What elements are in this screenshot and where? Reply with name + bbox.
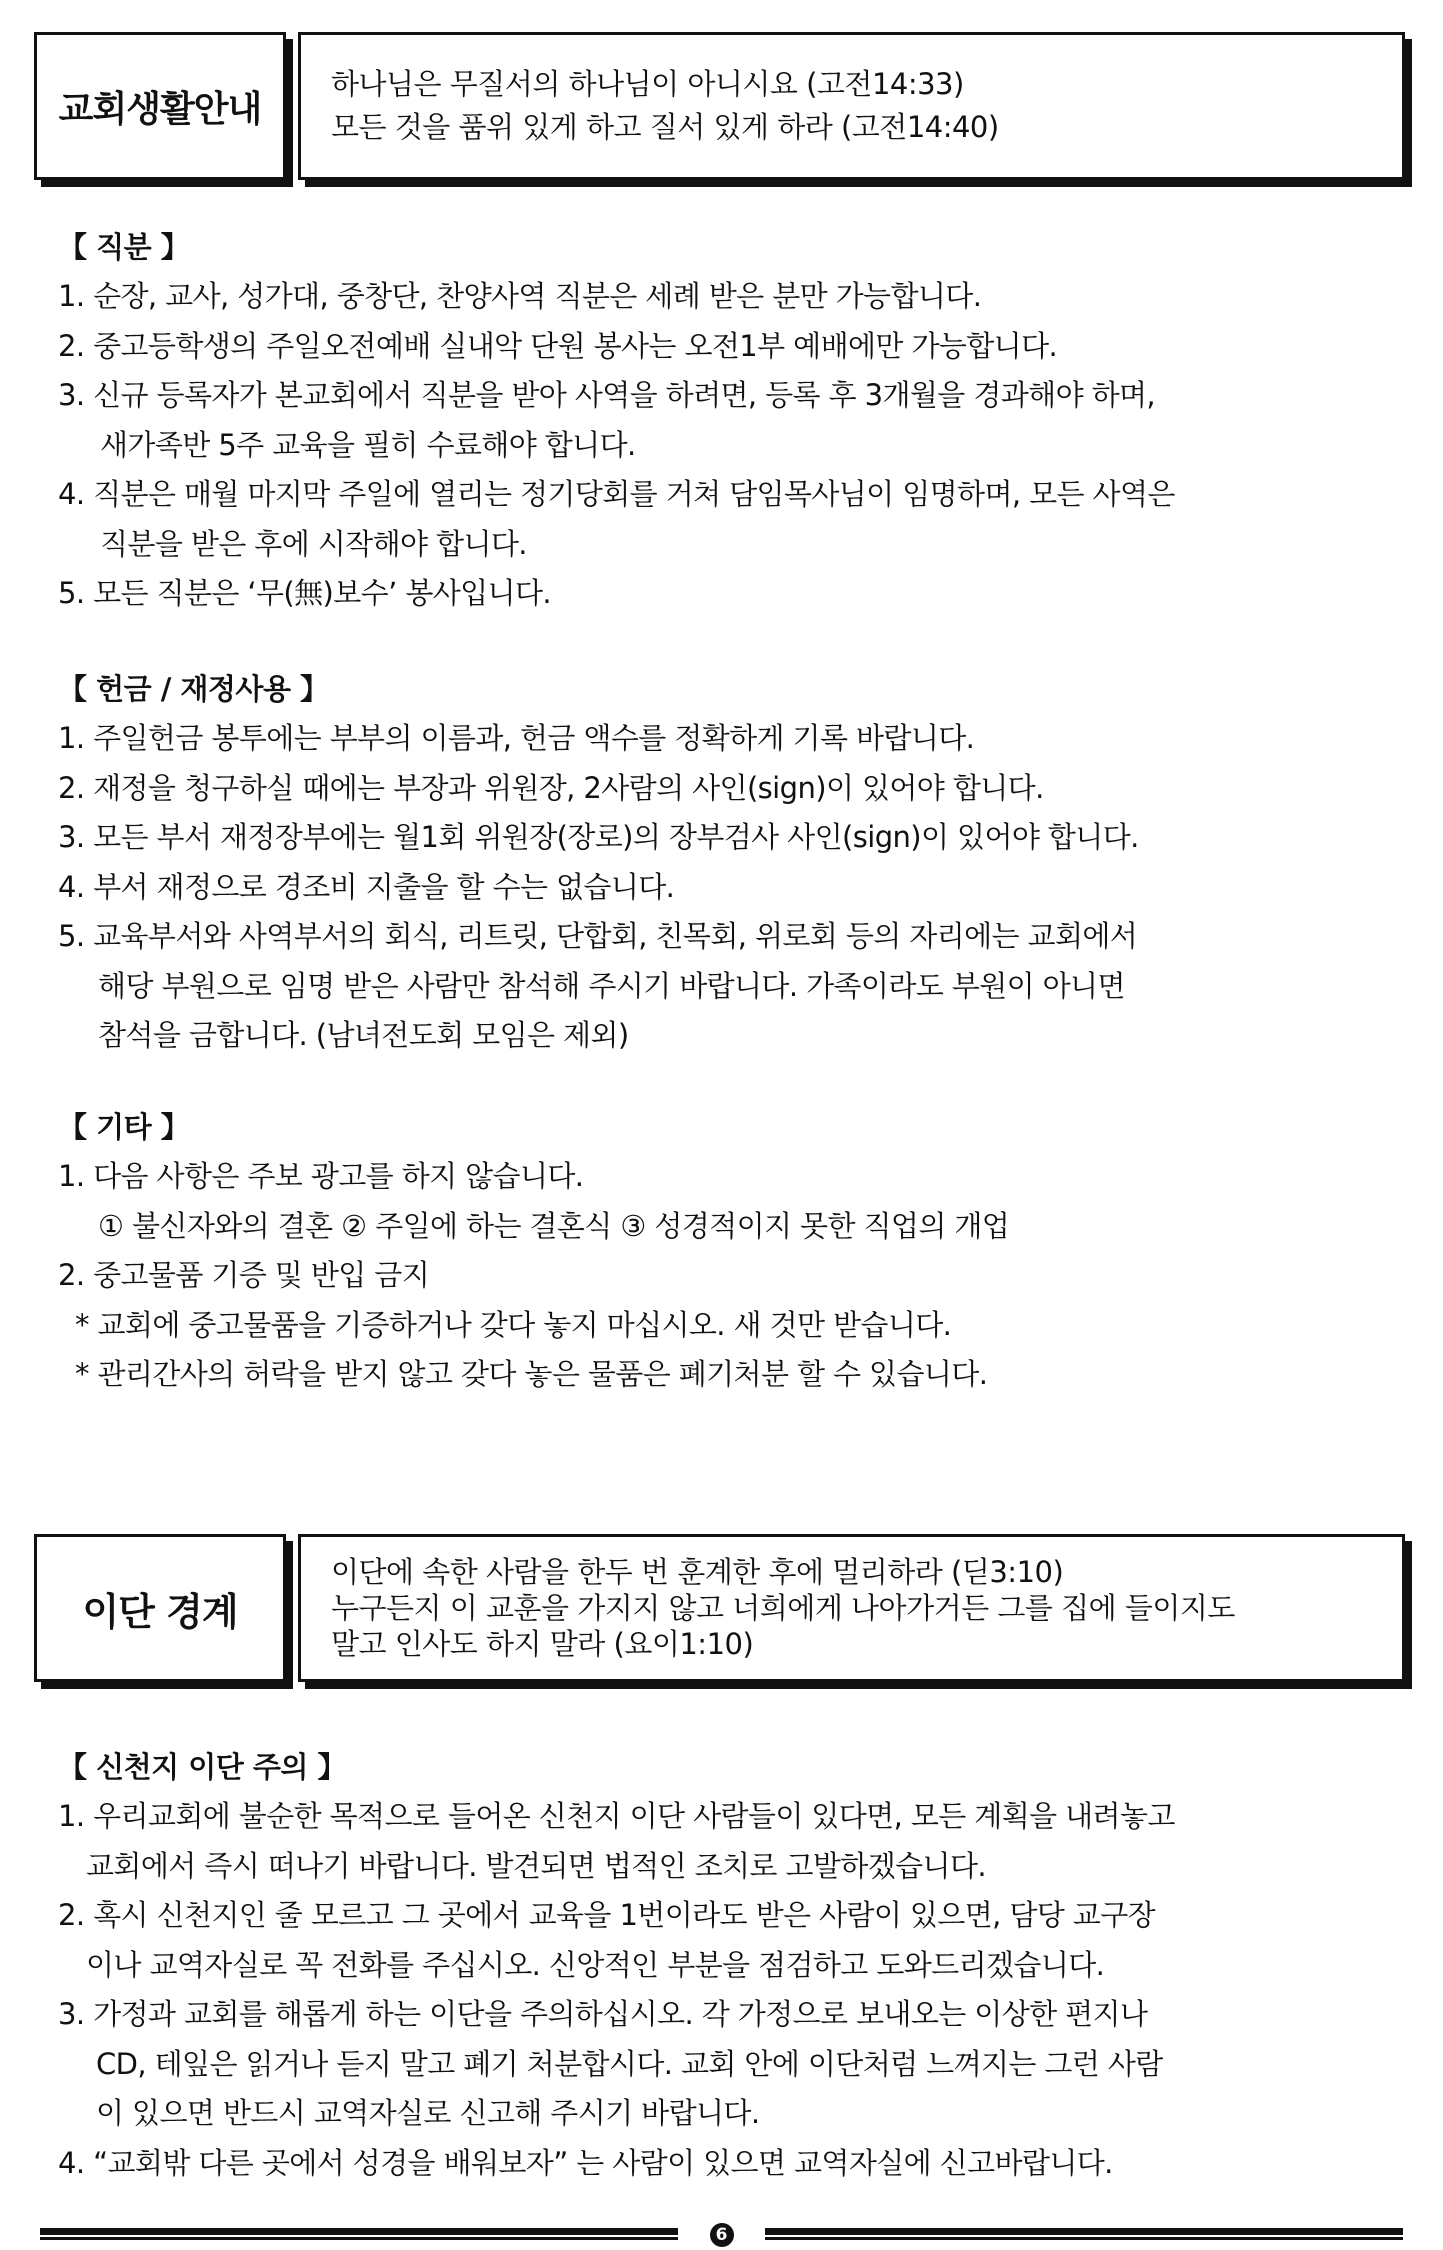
list-item: 4. 부서 재정으로 경조비 지출을 할 수는 없습니다. bbox=[58, 869, 675, 904]
finance-section bbox=[58, 664, 1403, 1061]
page-number: 6 bbox=[710, 2223, 734, 2247]
verse-box bbox=[298, 32, 1405, 180]
list-item-continued: CD, 테잎은 읽거나 듣지 말고 폐기 처분합시다. 교회 안에 이단처럼 느껴지는 그런 사람 bbox=[96, 2046, 1163, 2081]
page-footer bbox=[40, 2223, 1403, 2245]
list-item: 5. 모든 직분은 ‘무(無)보수’ 봉사입니다. bbox=[58, 576, 552, 610]
list-item: 3. 모든 부서 재정장부에는 월1회 위원장(장로)의 장부검사 사인(sign)이 있어야 합니다. bbox=[58, 820, 1139, 854]
list-item-continued: 해당 부원으로 임명 받은 사람만 참석해 주시기 바랍니다. 가족이라도 부원이 아니면 bbox=[98, 968, 1125, 1003]
section-heading: 【 직분 】 bbox=[58, 230, 190, 264]
duties-section bbox=[58, 222, 1403, 619]
section-heading: 【 기타 】 bbox=[58, 1110, 190, 1144]
list-item: 5. 교육부서와 사역부서의 회식, 리트릿, 단합회, 친목회, 위로회 등의 자리에는 교회에서 bbox=[58, 919, 1138, 953]
verse-line: 하나님은 무질서의 하나님이 아니시요 (고전14:33) bbox=[331, 67, 964, 101]
footer-rule bbox=[40, 2228, 678, 2240]
misc-section bbox=[58, 1102, 1403, 1400]
section-heading: 【 헌금 / 재정사용 】 bbox=[58, 672, 329, 706]
list-item: 2. 재정을 청구하실 때에는 부장과 위원장, 2사람의 사인(sign)이 있어야 합니다. bbox=[58, 770, 1044, 805]
verse-box bbox=[298, 1534, 1405, 1682]
section-title-box bbox=[34, 32, 286, 180]
heresy-section bbox=[58, 1742, 1403, 2188]
verse-line: 모든 것을 품위 있게 하고 질서 있게 하라 (고전14:40) bbox=[331, 110, 999, 144]
list-item-continued: 참석을 금합니다. (남녀전도회 모임은 제외) bbox=[98, 1018, 629, 1052]
section-title: 교회생활안내 bbox=[58, 88, 262, 130]
footer-rule bbox=[765, 2228, 1403, 2240]
list-item: 2. 중고물품 기증 및 반입 금지 bbox=[58, 1258, 430, 1292]
list-item: 1. 우리교회에 불순한 목적으로 들어온 신천지 이단 사람들이 있다면, 모든 계획을 내려놓고 bbox=[58, 1799, 1175, 1833]
list-item: 4. “교회밖 다른 곳에서 성경을 배워보자” 는 사람이 있으면 교역자실에 신고바랍니다. bbox=[58, 2145, 1113, 2180]
list-item: 1. 다음 사항은 주보 광고를 하지 않습니다. bbox=[58, 1159, 584, 1193]
section-heading: 【 신천지 이단 주의 】 bbox=[58, 1750, 346, 1784]
verse-line: 누구든지 이 교훈을 가지지 않고 너희에게 나아가거든 그를 집에 들이지도 bbox=[331, 1591, 1235, 1625]
list-item: 2. 중고등학생의 주일오전예배 실내악 단원 봉사는 오전1부 예배에만 가능합니다. bbox=[58, 328, 1058, 363]
list-item: 4. 직분은 매월 마지막 주일에 열리는 정기당회를 거쳐 담임목사님이 임명하며, 모든 사역은 bbox=[58, 477, 1175, 511]
list-item: 1. 주일헌금 봉투에는 부부의 이름과, 헌금 액수를 정확하게 기록 바랍니다. bbox=[58, 721, 975, 755]
list-item: 3. 신규 등록자가 본교회에서 직분을 받아 사역을 하려면, 등록 후 3개월을 경과해야 하며, bbox=[58, 378, 1156, 412]
list-item: 2. 혹시 신천지인 줄 모르고 그 곳에서 교육을 1번이라도 받은 사람이 있으면, 담당 교구장 bbox=[58, 1898, 1156, 1932]
list-item: 1. 순장, 교사, 성가대, 중창단, 찬양사역 직분은 세례 받은 분만 가능합니다. bbox=[58, 279, 982, 313]
note-item: * 교회에 중고물품을 기증하거나 갖다 놓지 마십시오. 새 것만 받습니다. bbox=[75, 1307, 952, 1342]
verse-line: 말고 인사도 하지 말라 (요이1:10) bbox=[331, 1627, 754, 1661]
list-item-continued: 이나 교역자실로 꼭 전화를 주십시오. 신앙적인 부분을 점검하고 도와드리겠습니다. bbox=[86, 1947, 1105, 1982]
note-item: * 관리간사의 허락을 받지 않고 갖다 놓은 물품은 폐기처분 할 수 있습니다. bbox=[75, 1357, 988, 1391]
list-item-continued: 직분을 받은 후에 시작해야 합니다. bbox=[100, 526, 527, 561]
section-title: 이단 경계 bbox=[82, 1589, 238, 1634]
section-title-box bbox=[34, 1534, 286, 1682]
list-item-continued: ① 불신자와의 결혼 ② 주일에 하는 결혼식 ③ 성경적이지 못한 직업의 개업 bbox=[98, 1208, 1010, 1243]
list-item: 3. 가정과 교회를 해롭게 하는 이단을 주의하십시오. 각 가정으로 보내오는 이상한 편지나 bbox=[58, 1997, 1148, 2031]
list-item-continued: 새가족반 5주 교육을 필히 수료해야 합니다. bbox=[100, 427, 636, 462]
verse-line: 이단에 속한 사람을 한두 번 훈계한 후에 멀리하라 (딛3:10) bbox=[331, 1555, 1064, 1589]
list-item-continued: 이 있으면 반드시 교역자실로 신고해 주시기 바랍니다. bbox=[96, 2096, 760, 2130]
list-item-continued: 교회에서 즉시 떠나기 바랍니다. 발견되면 법적인 조치로 고발하겠습니다. bbox=[86, 1848, 986, 1883]
